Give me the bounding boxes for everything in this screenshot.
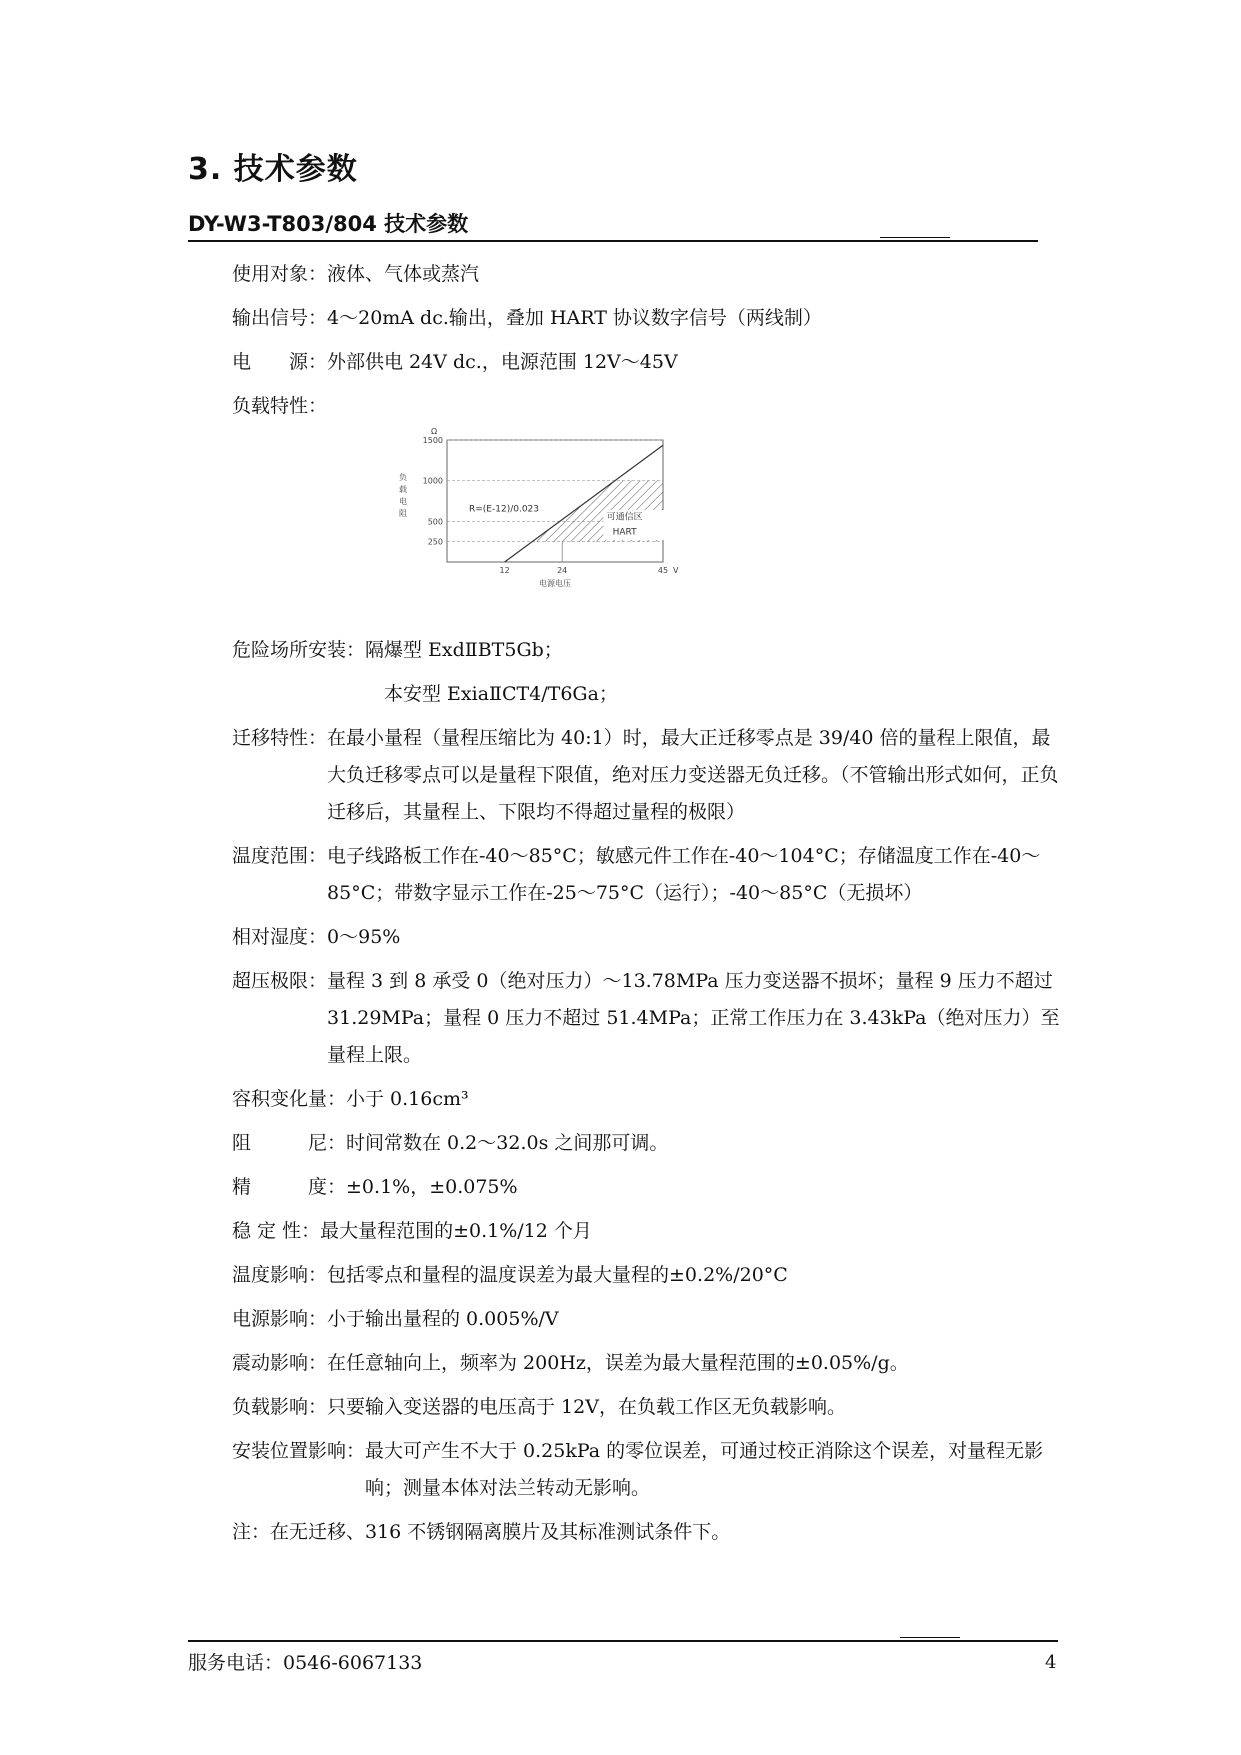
load-characteristic-chart — [395, 420, 695, 588]
section-title: 3. 技术参数 — [188, 152, 358, 187]
spec-key: 安装位置影响： — [232, 1440, 366, 1462]
formula-label: R=(E-12)/0.023 — [469, 504, 540, 515]
y-tick-label: 250 — [427, 537, 443, 547]
page-number: 4 — [1045, 1652, 1057, 1673]
spec-row — [232, 919, 1062, 956]
spec-key: 超压极限： — [232, 970, 328, 992]
spec-key: 危险场所安装： — [232, 639, 366, 661]
spec-value: 在最小量程（量程压缩比为 40:1）时，最大正迁移零点是 39/40 倍的量程上限值，最大负迁移零点可以是量程下限值，绝对压力变送器无负迁移。（不管输出形式如何，正负迁移后，其量程上、下限均不得超过量程的极限） — [327, 727, 1059, 823]
spec-key: 负载特性： — [232, 395, 328, 417]
spec-value: 包括零点和量程的温度误差为最大量程的±0.2%/20°C — [327, 1264, 788, 1286]
spec-value: 小于输出量程的 0.005%/V — [327, 1308, 559, 1330]
spec-row-hazard — [232, 632, 1062, 669]
spec-row — [232, 1257, 1062, 1294]
spec-row — [232, 256, 1062, 293]
header-rule-accent — [880, 237, 950, 238]
spec-key: 阻 尼： — [232, 1132, 347, 1154]
spec-row — [232, 720, 1062, 831]
y-tick-label: 1000 — [422, 476, 443, 486]
spec-key: 电源影响： — [232, 1308, 328, 1330]
spec-row — [232, 963, 1062, 1074]
spec-value: 小于 0.16cm³ — [346, 1088, 469, 1110]
spec-value: 最大量程范围的±0.1%/12 个月 — [320, 1220, 592, 1242]
footer-phone: 服务电话：0546-6067133 — [188, 1652, 423, 1674]
spec-key: 精 度： — [232, 1176, 347, 1198]
x-tick-label: 24 — [557, 566, 568, 575]
y-tick-label: 500 — [427, 517, 443, 527]
x-tick-label: 45 — [657, 566, 669, 575]
note — [232, 1514, 1062, 1551]
spec-key: 温度范围： — [232, 845, 328, 867]
spec-value: 0～95% — [327, 926, 401, 948]
spec-key: 温度影响： — [232, 1264, 328, 1286]
spec-value: 液体、气体或蒸汽 — [327, 263, 480, 285]
y-unit-label: Ω — [431, 427, 438, 436]
spec-value: 在任意轴向上，频率为 200Hz，误差为最大量程范围的±0.05%/g。 — [327, 1352, 909, 1374]
spec-value: 本安型 ExiaⅡCT4/T6Ga； — [384, 683, 618, 705]
spec-value: 时间常数在 0.2～32.0s 之间那可调。 — [346, 1132, 669, 1154]
spec-row — [232, 1081, 1062, 1118]
spec-key: 负载影响： — [232, 1396, 328, 1418]
spec-row — [232, 1433, 1062, 1507]
load-chart-svg — [395, 420, 695, 588]
spec-value: 最大可产生不大于 0.25kPa 的零位误差，可通过校正消除这个误差，对量程无影响；测量本体对法兰转动无影响。 — [365, 1440, 1044, 1499]
spec-row — [232, 1345, 1062, 1382]
subheading: DY-W3-T803/804 技术参数 — [188, 212, 469, 236]
x-axis-title: 电源电压 — [539, 579, 571, 588]
spec-value: 电子线路板工作在-40～85°C；敏感元件工作在-40～104°C；存储温度工作在-40～85°C；带数字显示工作在-25～75°C（运行）；-40～85°C（无损坏） — [327, 845, 1041, 904]
note-text: 注：在无迁移、316 不锈钢隔离膜片及其标准测试条件下。 — [232, 1521, 731, 1543]
spec-key: 输出信号： — [232, 307, 328, 329]
y-axis-title-char: 阻 — [399, 509, 407, 518]
spec-key: 电 源： — [232, 351, 328, 373]
spec-row-hazard-2 — [232, 676, 1062, 713]
region-label-line2: HART — [612, 527, 637, 538]
spec-row — [232, 1169, 1062, 1206]
y-axis-title-char: 负 — [399, 473, 407, 482]
spec-value: 只要输入变送器的电压高于 12V，在负载工作区无负载影响。 — [327, 1396, 846, 1418]
y-axis-title-char: 载 — [399, 485, 407, 494]
y-axis-title-char: 电 — [399, 497, 407, 506]
x-tick-label: 12 — [499, 566, 510, 575]
footer-rule-accent — [900, 1637, 960, 1638]
spec-key: 震动影响： — [232, 1352, 328, 1374]
region-label-line1: 可通信区 — [606, 512, 643, 523]
spec-row — [232, 344, 1062, 381]
spec-row — [232, 1125, 1062, 1162]
spec-key: 迁移特性： — [232, 727, 328, 749]
spec-key: 稳 定 性： — [232, 1220, 321, 1242]
spec-value: 4～20mA dc.输出，叠加 HART 协议数字信号（两线制） — [327, 307, 822, 329]
spec-row — [232, 838, 1062, 912]
spec-key: 相对湿度： — [232, 926, 328, 948]
spec-key: 容积变化量： — [232, 1088, 347, 1110]
spec-row — [232, 300, 1062, 337]
y-tick-label: 1500 — [422, 436, 443, 445]
spec-row — [232, 1213, 1062, 1250]
spec-value: ±0.1%，±0.075% — [346, 1176, 518, 1198]
x-unit-label: V — [673, 566, 679, 575]
spec-row — [232, 1389, 1062, 1426]
footer-rule — [188, 1640, 1058, 1642]
header-rule — [188, 240, 1038, 242]
spec-value: 外部供电 24V dc.，电源范围 12V～45V — [327, 351, 678, 373]
spec-key: 使用对象： — [232, 263, 328, 285]
spec-value: 量程 3 到 8 承受 0（绝对压力）～13.78MPa 压力变送器不损坏；量程 9 压力不超过 31.29MPa；量程 0 压力不超过 51.4MPa；正常工作压力在 3.43kPa（绝对压力）至量程上限。 — [327, 970, 1060, 1066]
spec-value: 隔爆型 ExdⅡBT5Gb； — [365, 639, 563, 661]
spec-row — [232, 1301, 1062, 1338]
